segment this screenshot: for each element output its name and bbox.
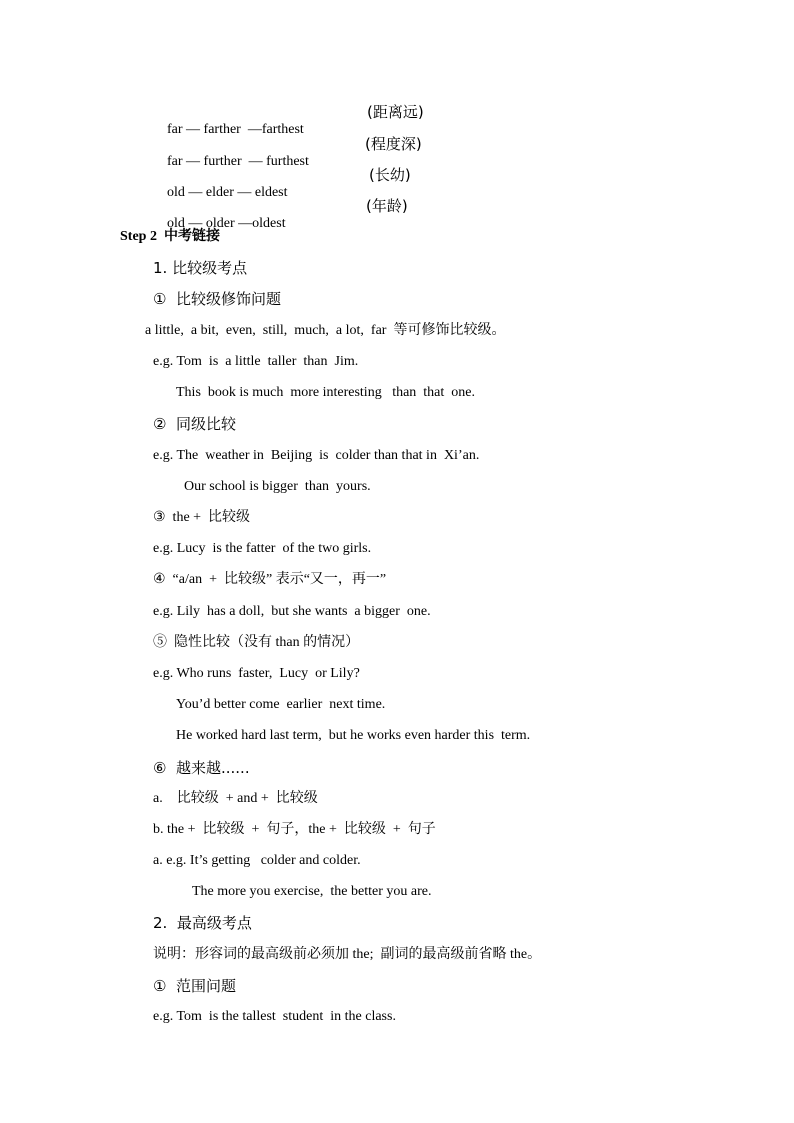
example-line: This book is much more interesting than that one.	[176, 385, 476, 400]
point-heading: ④ “a/an + 比较级” 表示“又一，再一”	[153, 572, 387, 587]
form-meaning: (年龄)	[366, 197, 408, 215]
example-line: e.g. Lucy is the fatter of the two girls.	[153, 541, 372, 556]
example-line: e.g. Who runs faster, Lucy or Lily?	[153, 666, 360, 681]
section-heading: Step 2 中考链接	[120, 229, 220, 244]
form-meaning: (距离远)	[367, 103, 424, 121]
example-line: You’d better come earlier next time.	[176, 697, 386, 712]
pattern-line: b. the + 比较级 + 句子，the + 比较级 + 句子	[153, 822, 436, 837]
form-meaning: (程度深)	[365, 135, 422, 153]
subheading: 2. 最高级考点	[153, 914, 252, 932]
note-line: 说明：形容词的最高级前必须加 the; 副词的最高级前省略 the。	[153, 947, 542, 962]
pattern-line: a. 比较级 + and + 比较级	[153, 791, 318, 806]
form-row-3	[160, 166, 288, 200]
example-line: e.g. The weather in Beijing is colder than that in Xi’an.	[153, 448, 480, 463]
example-line: Our school is bigger than yours.	[184, 479, 371, 494]
example-line: e.g. Tom is a little taller than Jim.	[153, 354, 359, 369]
form-word: far — further — furthest	[167, 154, 309, 169]
point-heading: ② 同级比较	[153, 415, 236, 433]
point-heading: ① 范围问题	[153, 977, 236, 995]
form-word: old — elder — eldest	[167, 185, 288, 200]
example-line: e.g. Lily has a doll, but she wants a bigger one.	[153, 604, 431, 619]
form-row-1	[160, 103, 304, 137]
form-word: far — farther —farthest	[167, 122, 304, 137]
subheading: 1. 比较级考点	[153, 259, 248, 277]
example-line: The more you exercise, the better you are.	[192, 884, 432, 899]
form-word: old — older —oldest	[167, 216, 286, 231]
form-row-4	[160, 197, 286, 231]
point-heading: ③ the + 比较级	[153, 510, 251, 525]
point-heading: ⑥ 越来越......	[153, 759, 250, 777]
point-heading: ① 比较级修饰问题	[153, 290, 281, 308]
form-row-2	[160, 135, 309, 169]
example-line: He worked hard last term, but he works even harder this term.	[176, 728, 531, 743]
text-line: a little, a bit, even, still, much, a lot, far 等可修饰比较级。	[145, 323, 506, 338]
example-line: a. e.g. It’s getting colder and colder.	[153, 853, 361, 868]
example-line: e.g. Tom is the tallest student in the class.	[153, 1009, 396, 1024]
point-heading: ⑤ 隐性比较（没有 than 的情况）	[153, 635, 360, 650]
form-meaning: (长幼)	[369, 166, 411, 184]
